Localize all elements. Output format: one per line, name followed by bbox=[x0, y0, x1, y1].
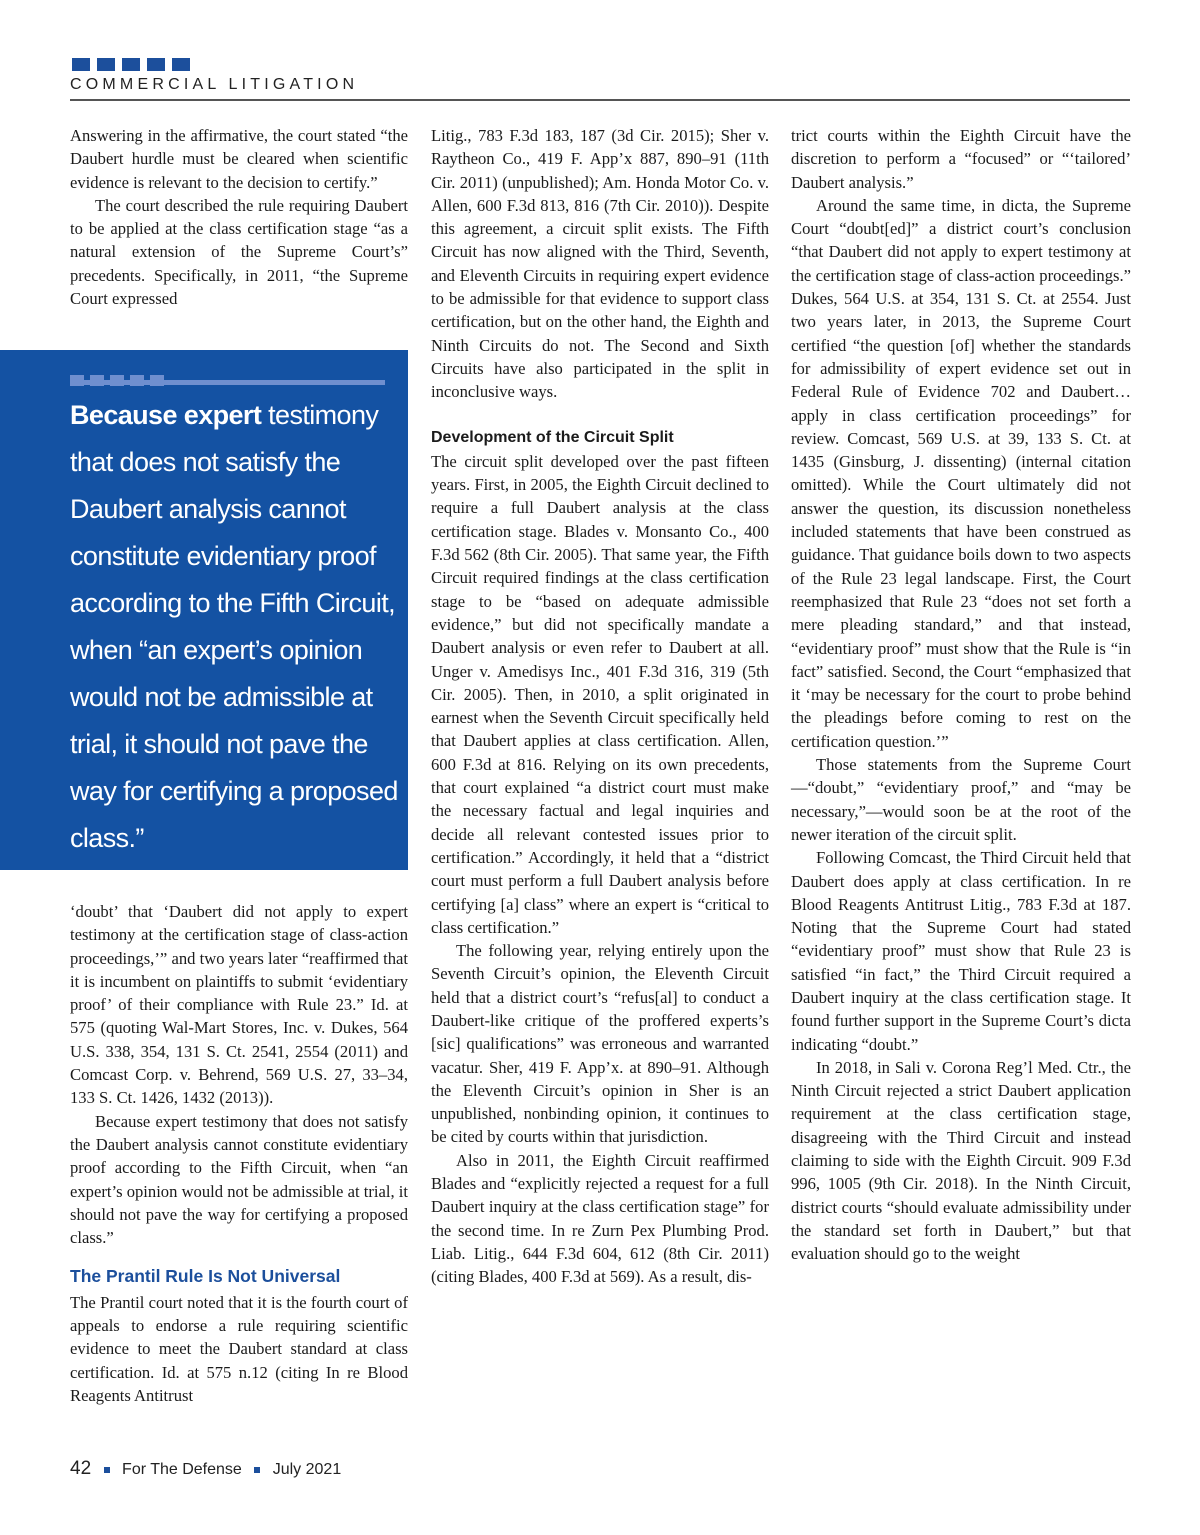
pull-quote-body: testimony that does not satisfy the Daubert analysis cannot constitute evidentiary proof according to the Fifth Circuit, when “an expert’s opinion would not be admissible at trial, it should not pave the way for certifying a proposed class.” bbox=[70, 400, 398, 853]
paragraph: The circuit split developed over the past fifteen years. First, in 2005, the Eighth Circuit declined to require a full Daubert analysis at the class certification stage. Blades v. Monsanto Co., 400 F.3d 562 (8th Cir. 2005). That same year, the Fifth Circuit required findings at the class certification stage to be “based on adequate admissible evidence,” but did not specifically mandate a Daubert analysis or even refer to Daubert at all. Unger v. Amedisys Inc., 401 F.3d 316, 319 (5th Cir. 2005). Then, in 2010, a split originated in earnest when the Seventh Circuit specifically held that Daubert applies at class certification. Allen, 600 F.3d at 816. Relying on its own precedents, that court explained “a district court must make the necessary factual and legal inquiries and decide all relevant contested issues prior to certification.” Accordingly, it held that a “district court must perform a full Daubert analysis before certifying [a] class” where an expert is “critical to class certification.” bbox=[431, 451, 769, 937]
page-number: 42 bbox=[70, 1458, 92, 1479]
footer-bullet bbox=[104, 1467, 110, 1473]
paragraph: ‘doubt’ that ‘Daubert did not apply to expert testimony at the certification stage of class-action proceedings,’” and two years later “reaffirmed that it is incumbent on plaintiffs to submit ‘evidentiary proof’ of their compliance with Rule 23.” Id. at 575 (quoting Wal-Mart Stores, Inc. v. Dukes, 564 U.S. 338, 354, 131 S. Ct. 2541, 2554 (2011) and Comcast Corp. v. Behrend, 569 U.S. 27, 33–34, 133 S. Ct. 1426, 1432 (2013)). bbox=[70, 902, 408, 1108]
paragraph: trict courts within the Eighth Circuit have the discretion to perform a “focused” or “‘tailored’ Daubert analysis.” bbox=[791, 126, 1131, 192]
pull-quote-squares bbox=[70, 375, 164, 386]
paragraph: Those statements from the Supreme Court—“doubt,” “evidentiary proof,” and “may be necessary,”—would soon be at the root of the newer iteration of the circuit split. bbox=[791, 755, 1131, 844]
pull-quote bbox=[0, 350, 408, 870]
pull-quote-text bbox=[70, 392, 400, 862]
paragraph: The court described the rule requiring Daubert to be applied at the class certification stage “as a natural extension of the Supreme Court’s” precedents. Specifically, in 2011, “the Supreme Court expressed bbox=[70, 195, 408, 309]
issue-date: July 2021 bbox=[272, 1461, 342, 1478]
pull-quote-square bbox=[70, 375, 84, 386]
pull-quote-square bbox=[110, 375, 124, 386]
header-squares bbox=[72, 58, 190, 71]
pull-quote-lead: Because expert bbox=[70, 400, 262, 430]
header-rule bbox=[70, 99, 1130, 101]
header-square bbox=[97, 58, 115, 71]
column-3 bbox=[791, 124, 1131, 1266]
paragraph: The following year, relying entirely upon the Seventh Circuit’s opinion, the Eleventh Circuit held that a district court’s “refus[al] to conduct a Daubert-like critique of the proffered experts’s [sic] qualifications” was erroneous and warranted vacatur. Sher, 419 F. App’x. at 890–91. Although the Eleventh Circuit’s opinion in Sher is an unpublished, nonbinding opinion, it continues to be cited by courts within that jurisdiction. bbox=[431, 941, 769, 1147]
header-square bbox=[72, 58, 90, 71]
header-square bbox=[172, 58, 190, 71]
paragraph: Answering in the affirmative, the court stated “the Daubert hurdle must be cleared when scientific evidence is relevant to the decision to certify.” bbox=[70, 126, 408, 192]
pull-quote-square bbox=[150, 375, 164, 386]
pull-quote-square bbox=[130, 375, 144, 386]
page-footer bbox=[70, 1458, 341, 1480]
publication-name: For The Defense bbox=[122, 1461, 242, 1478]
footer-bullet bbox=[254, 1467, 260, 1473]
paragraph: Following Comcast, the Third Circuit held that Daubert does apply at class certification. In re Blood Reagents Antitrust Litig., 783 F.3d at 187. Noting that the Supreme Court had stated “evidentiary proof” must show that Rule 23 is satisfied “in fact,” the Third Circuit required a Daubert inquiry at the class certification stage. It found further support in the Supreme Court’s dicta indicating “doubt.” bbox=[791, 848, 1131, 1054]
section-label: COMMERCIAL LITIGATION bbox=[70, 76, 359, 93]
column-1-top bbox=[70, 124, 408, 310]
header-square bbox=[122, 58, 140, 71]
paragraph: Litig., 783 F.3d 183, 187 (3d Cir. 2015); Sher v. Raytheon Co., 419 F. App’x 887, 890–91 (11th Cir. 2011) (unpublished); Am. Honda Motor Co. v. Allen, 600 F.3d 813, 816 (7th Cir. 2010)). Despite this agreement, a circuit split exists. The Fifth Circuit has now aligned with the Third, Seventh, and Eleventh Circuits in requiring expert evidence to be admissible for that evidence to support class certification, but on the other hand, the Eighth and Ninth Circuits do not. The Second and Sixth Circuits have also participated in the split in inconclusive ways. bbox=[431, 126, 769, 402]
paragraph: Because expert testimony that does not satisfy the Daubert analysis cannot constitute evidentiary proof according to the Fifth Circuit, when “an expert’s opinion would not be admissible at trial, it should not pave the way for certifying a proposed class.” bbox=[70, 1111, 408, 1248]
subheading-prantil-rule: The Prantil Rule Is Not Universal bbox=[70, 1266, 341, 1287]
header-square bbox=[147, 58, 165, 71]
paragraph: The Prantil court noted that it is the fourth court of appeals to endorse a rule requiring scientific evidence to meet the Daubert standard at class certification. Id. at 575 n.12 (citing In re Blood Reagents Antitrust bbox=[70, 1292, 408, 1405]
column-1-bottom bbox=[70, 900, 408, 1407]
column-2 bbox=[431, 124, 769, 1289]
subheading-circuit-split: Development of the Circuit Split bbox=[431, 428, 674, 446]
paragraph: Around the same time, in dicta, the Supreme Court “doubt[ed]” a district court’s conclusion “that Daubert did not apply to expert testimony at the certification stage of class-action proceedings.” Dukes, 564 U.S. at 354, 131 S. Ct. at 2554. Just two years later, in 2013, the Supreme Court certified “the question [of] whether the standards for admissibility of expert evidence set out in Federal Rule of Evidence 702 and Daubert… apply in class certification proceedings” for review. Comcast, 569 U.S. at 39, 133 S. Ct. at 1435 (Ginsburg, J. dissenting) (internal citation omitted). While the Court ultimately did not answer the question, its discussion nonetheless included statements that have been construed as guidance. That guidance boils down to two aspects of the Rule 23 legal landscape. First, the Court reemphasized that Rule 23 “does not set forth a mere pleading standard,” and that instead, “evidentiary proof” must show that the Rule is “in fact” satisfied. Second, the Court “emphasized that it ‘may be necessary for the court to probe behind the pleadings before coming to rest on the certification question.’” bbox=[791, 195, 1131, 751]
pull-quote-square bbox=[90, 375, 104, 386]
paragraph: Also in 2011, the Eighth Circuit reaffirmed Blades and “explicitly rejected a request for a full Daubert inquiry at the class certification stage” for the second time. In re Zurn Pex Plumbing Prod. Liab. Litig., 644 F.3d 604, 612 (8th Cir. 2011) (citing Blades, 400 F.3d at 569). As a result, dis- bbox=[431, 1150, 769, 1287]
paragraph: In 2018, in Sali v. Corona Reg’l Med. Ctr., the Ninth Circuit rejected a strict Daubert application requirement at the class certification stage, disagreeing with the Third Circuit and instead claiming to side with the Eighth Circuit. 909 F.3d 996, 1005 (9th Cir. 2018). In the Ninth Circuit, district courts “should evaluate admissibility under the standard set forth in Daubert,” but that evaluation should go to the weight bbox=[791, 1057, 1131, 1264]
